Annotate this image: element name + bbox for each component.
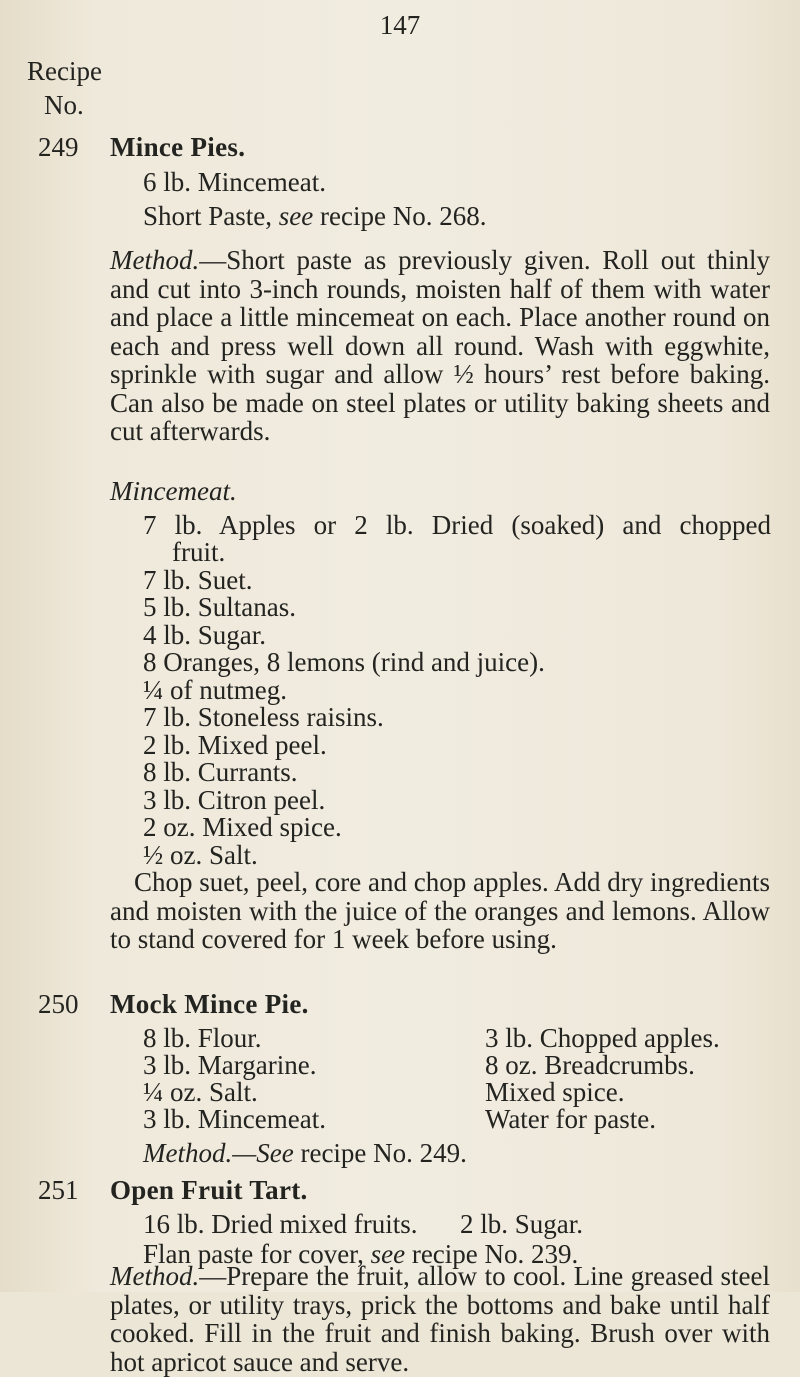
ingredient-left: 3 lb. Mincemeat.: [143, 1104, 326, 1134]
recipe-reference: recipe No. 239.: [411, 1239, 579, 1269]
page-number: 147: [379, 10, 421, 40]
recipe-title: Open Fruit Tart.: [110, 1175, 308, 1205]
recipe-number: 249: [38, 132, 79, 162]
closing-paragraph: Chop suet, peel, core and chop apples. Add dry ingredients and moisten with the juice of the oranges and lemons. Allow to stand covered for 1 week before using.: [110, 867, 770, 954]
mincemeat-item: 2 lb. Mixed peel.: [143, 730, 327, 760]
mincemeat-item: 4 lb. Sugar.: [143, 620, 267, 650]
mincemeat-item: 3 lb. Citron peel.: [143, 785, 326, 815]
short-paste-line: [143, 201, 486, 232]
mincemeat-item: 8 Oranges, 8 lemons (rind and juice).: [143, 647, 545, 677]
ingredient-line: 6 lb. Mincemeat.: [143, 167, 326, 197]
see-word: see: [278, 201, 314, 231]
mincemeat-heading-text: Mincemeat.: [110, 476, 237, 506]
column-header-no: No.: [44, 90, 84, 120]
recipe-title: Mock Mince Pie.: [110, 989, 309, 1019]
ingredient-right: 3 lb. Chopped apples.: [485, 1023, 720, 1053]
recipe-number: 250: [38, 989, 79, 1019]
mincemeat-item: 5 lb. Sultanas.: [143, 592, 296, 622]
ingredient-right: 8 oz. Breadcrumbs.: [485, 1050, 695, 1080]
short-paste-text: Short Paste,: [143, 201, 273, 231]
mincemeat-item: ¼ of nutmeg.: [143, 675, 287, 705]
mincemeat-item: 8 lb. Currants.: [143, 757, 298, 787]
method-label: Method.: [143, 1138, 233, 1168]
recipe-title: Mince Pies.: [110, 132, 246, 162]
ingredient-line: 2 lb. Sugar.: [460, 1209, 584, 1239]
recipe-number: 251: [38, 1175, 79, 1205]
method-see: —See: [232, 1138, 294, 1168]
recipe-reference: recipe No. 249.: [300, 1138, 467, 1168]
flan-text: Flan paste for cover,: [143, 1239, 364, 1269]
mincemeat-item: 2 oz. Mixed spice.: [143, 812, 342, 842]
method-text: —Short paste as previously given. Roll out thinly and cut into 3-inch rounds, moisten half of them with water and place a little mincemeat on each. Place another round on each and press well down all round. Wash with eggwhite, sprinkle with sugar and allow ½ hours’ rest before baking. Can also be made on steel plates or utility baking sheets and cut afterwards.: [110, 245, 770, 446]
ingredient-left: 3 lb. Margarine.: [143, 1050, 317, 1080]
method-paragraph: [110, 1262, 770, 1376]
ingredient-line: 16 lb. Dried mixed fruits.: [143, 1209, 418, 1239]
column-header-recipe: Recipe: [27, 56, 102, 86]
method-label: Method.: [110, 1261, 200, 1291]
see-word: see: [370, 1239, 406, 1269]
mincemeat-item: 7 lb. Apples or 2 lb. Dried (soaked) and chopped: [143, 510, 771, 540]
ingredient-left: 8 lb. Flour.: [143, 1023, 262, 1053]
method-label: Method.: [110, 245, 200, 275]
recipe-reference: recipe No. 268.: [320, 201, 487, 231]
ingredient-right: Water for paste.: [485, 1104, 656, 1134]
method-line: [143, 1138, 467, 1169]
mincemeat-heading: [110, 476, 237, 507]
method-paragraph: [110, 246, 770, 446]
mincemeat-item: 7 lb. Suet.: [143, 565, 253, 595]
mincemeat-item: ½ oz. Salt.: [143, 840, 258, 870]
mincemeat-item: fruit.: [172, 537, 226, 567]
mincemeat-item: 7 lb. Stoneless raisins.: [143, 702, 384, 732]
ingredient-left: ¼ oz. Salt.: [143, 1077, 258, 1107]
ingredient-right: Mixed spice.: [485, 1077, 625, 1107]
method-text: —Prepare the fruit, allow to cool. Line greased steel plates, or utility trays, prick the bottoms and bake until half cooked. Fill in the fruit and finish baking. Brush over with hot apricot sauce and serve.: [110, 1261, 770, 1377]
